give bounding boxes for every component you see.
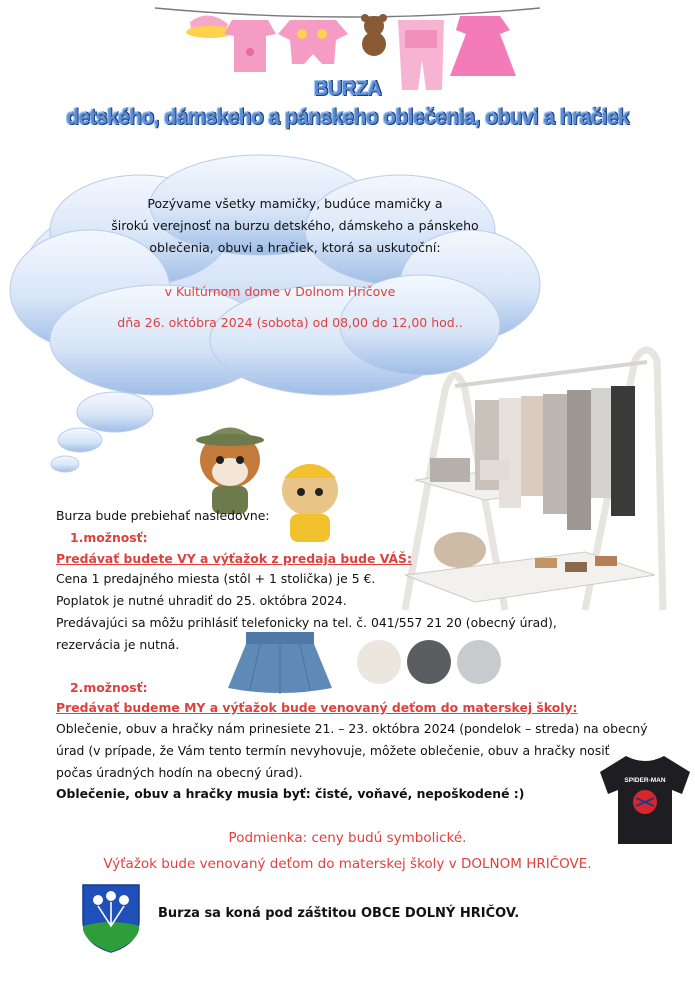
- pink-dress: [450, 16, 516, 76]
- option1-line: Cena 1 predajného miesta (stôl + 1 stolička) je 5 €.: [56, 571, 376, 586]
- option1-label: 1.možnosť:: [70, 530, 148, 545]
- intro-line: širokú verejnosť na burzu detského, dámskeho a pánskeho: [111, 218, 479, 233]
- pink-bodysuit: [224, 20, 276, 72]
- baby-hat: [186, 15, 234, 38]
- option1-line: Poplatok je nutné uhradiť do 25. októbra 2024.: [56, 593, 347, 608]
- intro-text: [90, 193, 500, 259]
- item-requirements: Oblečenie, obuv a hračky musia byť: čisté, voňavé, nepoškodené :): [56, 786, 525, 801]
- patron-statement: Burza sa koná pod záštitou OBCE DOLNÝ HRIČOV.: [158, 906, 520, 921]
- swatch-cream: [357, 640, 401, 684]
- option2-line: počas úradných hodín na obecný úrad).: [56, 765, 303, 780]
- option1-heading: Predávať budete VY a výťažok z predaja bude VÁŠ:: [56, 551, 412, 566]
- denim-skirt-illustration: [220, 628, 340, 698]
- condition-proceeds: Výťažok bude venovaný deťom do materskej školy v DOLNOM HRIČOVE.: [103, 856, 592, 872]
- poster-title: BURZA: [313, 78, 382, 100]
- option2-heading: Predávať budeme MY a výťažok bude venovaný deťom do materskej školy:: [56, 700, 578, 715]
- poster-subtitle: detského, dámskeho a pánskeho oblečenia, obuvi a hračiek: [66, 106, 629, 129]
- event-date: dňa 26. októbra 2024 (sobota) od 08,00 do 12,00 hod..: [117, 315, 463, 330]
- condition-prices: Podmienka: ceny budú symbolické.: [228, 830, 467, 846]
- intro-line: Pozývame všetky mamičky, budúce mamičky a: [147, 196, 443, 211]
- municipality-coat-of-arms: [80, 882, 142, 954]
- option2-label: 2.možnosť:: [70, 680, 148, 695]
- option2-details: [56, 718, 648, 784]
- intro-line: oblečenia, obuvi a hračiek, ktorá sa uskutoční:: [149, 240, 441, 255]
- venue-text: v Kultúrnom dome v Dolnom Hričove: [164, 284, 396, 299]
- swatch-dark-grey: [407, 640, 451, 684]
- tshirt-print: SPIDER-MAN: [624, 777, 666, 784]
- option2-line: úrad (v prípade, že Vám tento termín nevyhovuje, môžete oblečenie, obuv a hračky nosiť: [56, 743, 610, 758]
- teddy-bear: [361, 14, 387, 56]
- option1-line: rezervácia je nutná.: [56, 637, 180, 652]
- option1-line: Predávajúci sa môžu prihlásiť telefonicky na tel. č. 041/557 21 20 (obecný úrad),: [56, 615, 557, 630]
- option2-line: Oblečenie, obuv a hračky nám prinesiete 21. – 23. októbra 2024 (pondelok – streda) na obecný: [56, 721, 648, 736]
- swatch-light-grey: [457, 640, 501, 684]
- pink-onesie: [278, 20, 348, 64]
- schedule-lead: Burza bude prebiehať nasledovne:: [56, 508, 270, 523]
